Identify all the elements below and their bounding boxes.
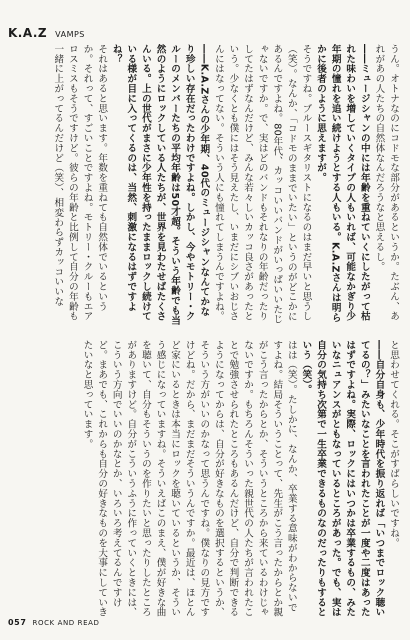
article-lower-section	[14, 340, 400, 622]
interview-answer: それはあると思います。年数を重ねても自然体でいるというか。それって、すごいことですよね。モトリー・クルーもエアロスミスもそうですけど。彼らの年齢と比例して自分の年齢も一緒に上がってるんだけど（笑）、相変わらずカッコいいな	[52, 44, 108, 322]
interview-answer: はは（笑）。たしかに、なんか、卒業する意味がわからないですよね。結局そういうことって、先生がこう言ったからとか親がこう言ったからとか、そういうところから来ているわけじゃないですか。もちろんそういった親世代の人たちが言われたことで勉強させられたところもあるんだけど、自分で判断できるようになってからは、自分が好きなものを選択するというか、そういう方がいいのかなって思うんですね。僕なりの見方ですけどね。だから、まだまだそういうんですか。最近は、ほとんど家にいるときは本当にロックを聴いているというか、そういう感じになっていますね。そういえばこのまえ、僕が好きな曲を聴いて、自分もそういうのを作りたいと思ったりしたところがありますけど。自分がこういうふうに作っていくときには、こういう方向でいいのかなとか、いろいろ考えてるんですけど。まあでも、これからも自分の好きなものを大事にしていきたいなと思っています。	[81, 340, 297, 618]
magazine-name: ROCK AND READ	[32, 619, 100, 627]
page-footer	[8, 618, 99, 627]
interview-answer: うん。オトナなのにコドモな部分があるというか。たぶん、あれがあの人たちの自然体なんだろうなと思えるし。	[373, 44, 399, 322]
interview-question: ――ミュージシャンの中には年齢を重ねていくにしたがって枯れた味わいを増していくタイプの人もいれば、可能なかぎり少年期の憧れを追い続けようとする人もいる。K.A.Zさんは明らかに後者のように思えますが。	[315, 44, 370, 323]
page-number: 057	[8, 618, 27, 627]
interview-question: ――K.A.Zさんの少年期、40代のミュージシャンなんてかなり珍しい存在だったわけですよね。しかし、今やモトリー・クルーのメンバーたちの平均年齢は50才超。そういう年齢でも当然のようにロックしている人たちが、世界を見わたせばたくさんいる。上の世代がまさに少年性を持ったままロックし続けている様が目に入ってくるのは、当然、刺激になるはずですよね？	[110, 44, 210, 326]
article-body	[14, 40, 400, 620]
article-upper-section	[14, 44, 400, 326]
interview-question: ――自分自身も、少年時代を振り返れば「いつまでロック聴いてるの？」みたいなことを言われたことが一度や二度はあったはずですよね。実際、ロックにはいつかは卒業するもの、みたいなニュアンスがともなっているところがあった。でも、実は自分の気持ち次第で一生卒業できるものなのだったりもするという（笑）。	[300, 340, 385, 618]
interview-answer: と思わせてくれる。そこがすばらしいですね。	[388, 340, 399, 548]
band-name: VAMPS	[55, 30, 85, 39]
interview-answer: そうですね。ブルースギタリストになるのはまだ早いと思うし（笑）。なんか、「コドモのままでいたい」というのがどこかにあるんですよね。80年代、カッコいいバンドがいっぱいいたじゃないですか。で、実はどのバンドもそれなりの年齢だったりしてたはずなんだけど、みんな若々しいカッコ良さがあったという。少なくとも僕にはそう見えたし、いまだにシブいおじさんにはなってない。そういう人にも憧れてしまうんですよね。	[212, 44, 312, 325]
article-header	[8, 26, 85, 40]
artist-name: K.A.Z	[8, 26, 48, 40]
